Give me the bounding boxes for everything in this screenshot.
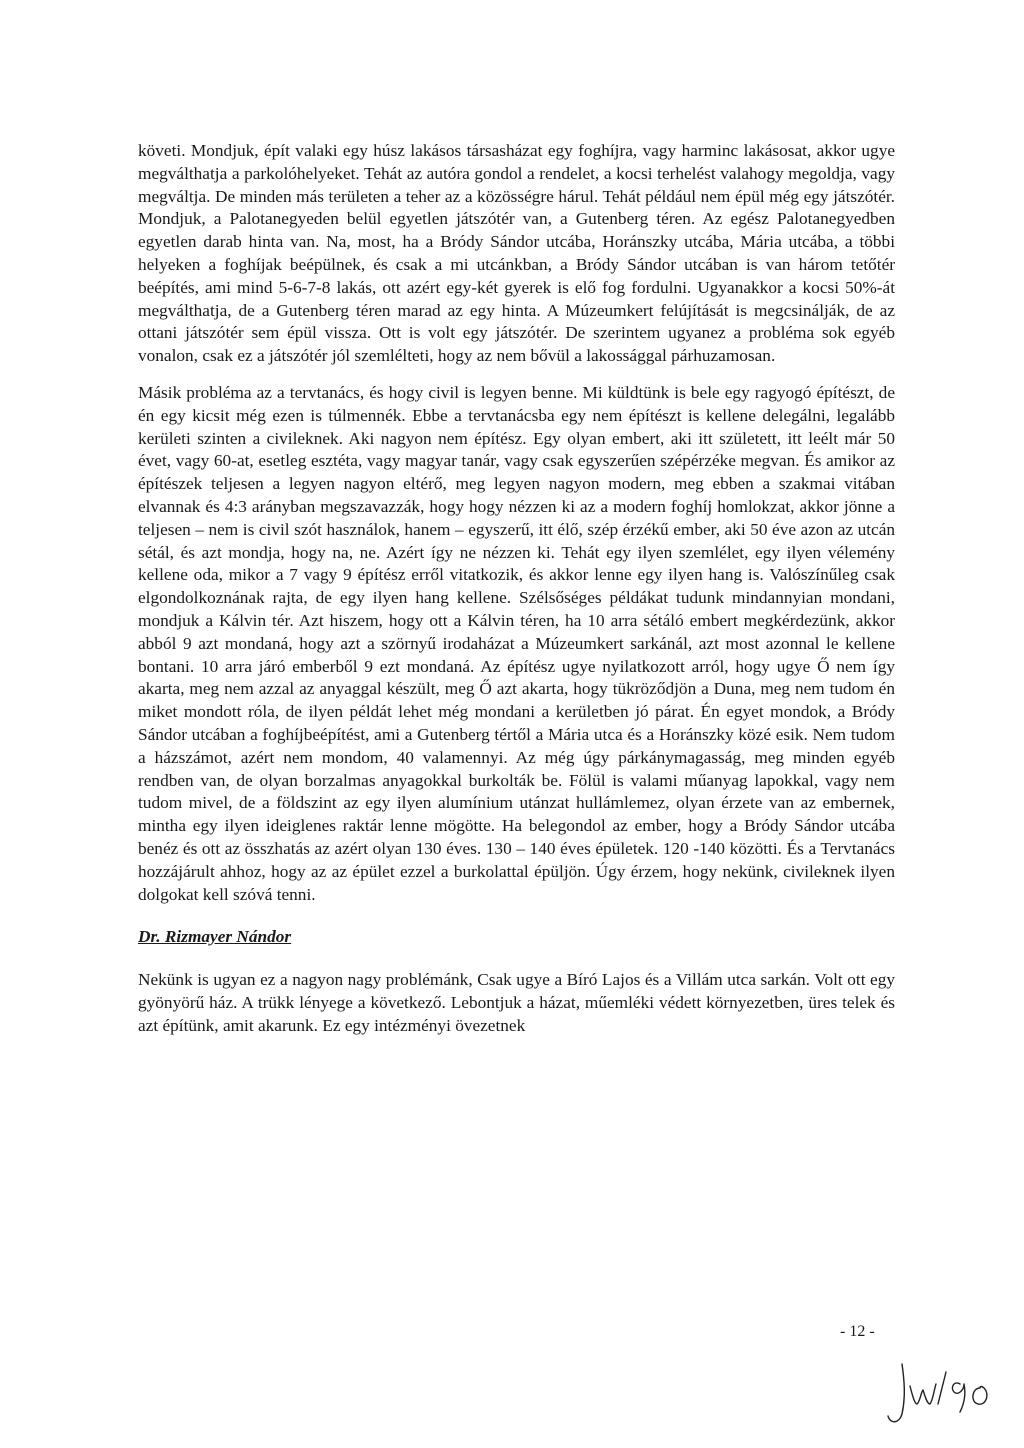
handwritten-signature-icon <box>880 1358 1010 1428</box>
body-paragraph-3: Nekünk is ugyan ez a nagyon nagy problémánk, Csak ugye a Bíró Lajos és a Villám utca sarkán. Volt ott egy gyönyörű ház. A trükk lényege a következő. Lebontjuk a házat, műemléki védett környezetben, üres telek és azt építünk, amit akarunk. Ez egy intézményi övezetnek <box>138 970 895 1035</box>
body-paragraph-2: Másik probléma az a tervtanács, és hogy civil is legyen benne. Mi küldtünk is bele egy ragyogó építészt, de én egy kicsit még ezen is túlmennék. Ebbe a tervtanácsba egy nem építészt is kellene delegálni, legalább kerületi szinten a civileknek. Aki nagyon nem építész. Egy olyan embert, aki itt született, itt leélt már 50 évet, vagy 60-at, esetleg esztéta, vagy magyar tanár, vagy csak egyszerűen szépérzéke megvan. És amikor az építészek teljesen a legyen nagyon eltérő, meg legyen nagyon modern, meg ebben a szakmai vitában elvannak és 4:3 arányban megszavazzák, hogy hogy nézzen ki az a modern foghíj homlokzat, akkor jönne a teljesen – nem is civil szót használok, hanem – egyszerű, itt élő, szép érzékű ember, aki 50 éve azon az utcán sétál, és azt mondja, hogy na, ne. Azért így ne nézzen ki. Tehát egy ilyen szemlélet, egy ilyen vélemény kellene oda, mikor a 7 vagy 9 építész erről vitatkozik, és akkor lenne egy ilyen hang is. Valószínűleg csak elgondolkoznának rajta, de egy ilyen hang kellene. Szélsőséges példákat tudunk mindannyian mondani, mondjuk a Kálvin tér. Azt hiszem, hogy ott a Kálvin téren, ha 10 arra sétáló embert megkérdezünk, akkor abból 9 azt mondaná, hogy azt a szörnyű irodaházat a Múzeumkert sarkánál, azt most azonnal le kellene bontani. 10 arra járó emberből 9 ezt mondaná. Az építész ugye nyilatkozott arról, hogy ugye Ő nem így akarta, meg nem azzal az anyaggal készült, meg Ő azt akarta, hogy tükröződjön a Duna, meg nem tudom én miket mondott róla, de ilyen példát lehet még mondani a kerületben jó párat. Én egyet mondok, a Bródy Sándor utcában a foghíjbeépítést, ami a Gutenberg tértől a Mária utca és a Horánszky közé esik. Nem tudom a házszámot, azért nem mondom, 40 valamennyi. Az még úgy párkánymagasság, meg minden egyéb rendben van, de olyan borzalmas anyagokkal burkolták be. Fölül is valami műanyag lapokkal, vagy nem tudom mivel, de a földszint az egy ilyen alumínium utánzat hullámlemez, olyan érzete van az embernek, mintha egy ilyen ideiglenes raktár lenne mögötte. Ha belegondol az ember, hogy a Bródy Sándor utcába benéz és ott az összhatás az azért olyan 130 éves. 130 – 140 éves épületek. 120 -140 közötti. És a Tervtanács hozzájárult ahhoz, hogy az az épület ezzel a burkolattal épüljön. Úgy érzem, hogy nekünk, civileknek ilyen dolgokat kell szóvá tenni. <box>138 382 895 904</box>
body-paragraph-1: követi. Mondjuk, épít valaki egy húsz lakásos társasházat egy foghíjra, vagy harminc lakásosat, akkor ugye megválthatja a parkolóhelyeket. Tehát az autóra gondol a rendelet, a kocsi terhelést valahogy megoldja, vagy megváltja. De minden más területen a teher az a közösségre hárul. Tehát például nem épül még egy játszótér. Mondjuk, a Palotanegyeden belül egyetlen játszótér van, a Gutenberg téren. Az egész Palotanegyedben egyetlen darab hinta van. Na, most, ha a Bródy Sándor utcába, Horánszky utcába, Mária utcába, a többi helyeken a foghíjak beépülnek, és csak a mi utcánkban, a Bródy Sándor utcában is van három tetőtér beépítés, ami mind 5-6-7-8 lakás, ott azért egy-két gyerek is elő fog fordulni. Ugyanakkor a kocsi 50%-át megválthatja, de a Gutenberg téren marad az egy hinta. A Múzeumkert felújítását is megcsinálják, de az ottani játszótér sem épül vissza. Ott is volt egy játszótér. De szerintem ugyanez a probléma sok egyéb vonalon, csak ez a játszótér jól szemlélteti, hogy az nem bővül a lakossággal párhuzamosan. <box>138 141 895 366</box>
page-number: - 12 - <box>840 1323 875 1340</box>
speaker-name: Dr. Rizmayer Nándor <box>138 927 292 947</box>
document-page <box>138 140 895 1038</box>
